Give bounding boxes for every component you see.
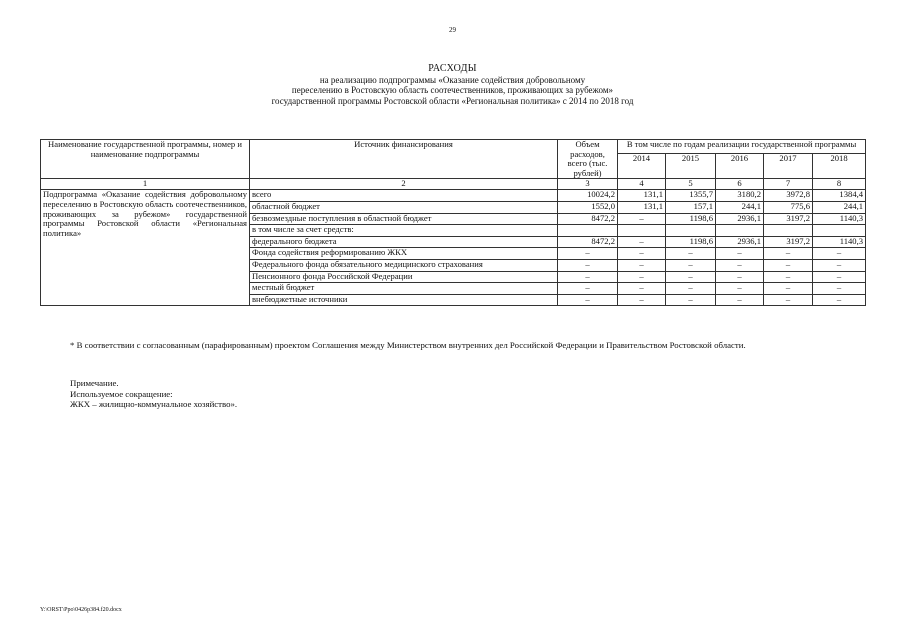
header-year: 2014 bbox=[618, 154, 666, 179]
header-year: 2018 bbox=[813, 154, 866, 179]
value-cell: 1355,7 bbox=[666, 190, 716, 202]
value-cell: – bbox=[764, 248, 813, 260]
notes-line: ЖКХ – жилищно-коммунальное хозяйство». bbox=[70, 399, 238, 409]
value-cell: – bbox=[813, 283, 866, 295]
value-cell: – bbox=[813, 248, 866, 260]
value-cell: 1384,4 bbox=[813, 190, 866, 202]
column-number: 7 bbox=[764, 179, 813, 190]
value-cell: – bbox=[813, 294, 866, 306]
page-number: 29 bbox=[449, 26, 456, 34]
subprogram-name: Подпрограмма «Оказание содействия добровольному переселению в Ростовскую область соотечественников, проживающих за рубежом» государственной программы Ростовской области «Региональная политика» bbox=[41, 190, 250, 306]
value-cell: – bbox=[558, 294, 618, 306]
column-number: 1 bbox=[41, 179, 250, 190]
heading-line: переселению в Ростовскую область соотечественников, проживающих за рубежом» bbox=[291, 85, 614, 95]
value-cell bbox=[666, 225, 716, 237]
value-cell: 8472,2 bbox=[558, 236, 618, 248]
header-year: 2016 bbox=[716, 154, 764, 179]
value-cell: – bbox=[618, 294, 666, 306]
column-number: 3 bbox=[558, 179, 618, 190]
column-number: 6 bbox=[716, 179, 764, 190]
value-cell: 244,1 bbox=[813, 201, 866, 213]
value-cell: – bbox=[813, 259, 866, 271]
value-cell: – bbox=[716, 259, 764, 271]
value-cell: 3180,2 bbox=[716, 190, 764, 202]
funding-source: безвозмездные поступления в областной бюджет bbox=[250, 213, 558, 225]
column-number: 2 bbox=[250, 179, 558, 190]
value-cell: 1552,0 bbox=[558, 201, 618, 213]
expenses-table bbox=[40, 139, 866, 306]
header-source: Источник финансирования bbox=[250, 140, 558, 179]
value-cell: 131,1 bbox=[618, 190, 666, 202]
value-cell: – bbox=[666, 259, 716, 271]
value-cell: – bbox=[666, 294, 716, 306]
heading-line: государственной программы Ростовской области «Региональная политика» с 2014 по 2018 год bbox=[271, 95, 634, 106]
value-cell: – bbox=[618, 259, 666, 271]
value-cell: – bbox=[558, 283, 618, 295]
value-cell: – bbox=[764, 283, 813, 295]
value-cell: – bbox=[558, 271, 618, 283]
header-year: 2017 bbox=[764, 154, 813, 179]
value-cell bbox=[618, 225, 666, 237]
funding-source: Пенсионного фонда Российской Федерации bbox=[250, 271, 558, 283]
value-cell: 1198,6 bbox=[666, 213, 716, 225]
table-header-row bbox=[41, 140, 866, 154]
value-cell: – bbox=[666, 283, 716, 295]
document-title: РАСХОДЫ bbox=[428, 63, 477, 74]
value-cell: 775,6 bbox=[764, 201, 813, 213]
file-path: Y:\ORST\Ppo\0426p384.f20.docx bbox=[40, 607, 122, 613]
value-cell: 131,1 bbox=[618, 201, 666, 213]
value-cell: – bbox=[764, 294, 813, 306]
value-cell: – bbox=[813, 271, 866, 283]
notes-title: Примечание. bbox=[70, 378, 119, 388]
column-number: 8 bbox=[813, 179, 866, 190]
value-cell bbox=[558, 225, 618, 237]
header-years-group: В том числе по годам реализации государственной программы bbox=[618, 140, 866, 154]
value-cell: – bbox=[558, 248, 618, 260]
value-cell: 8472,2 bbox=[558, 213, 618, 225]
header-program: Наименование государственной программы, номер и наименование подпрограммы bbox=[41, 140, 250, 179]
header-year: 2015 bbox=[666, 154, 716, 179]
column-number: 4 bbox=[618, 179, 666, 190]
value-cell: – bbox=[618, 213, 666, 225]
value-cell: – bbox=[716, 294, 764, 306]
value-cell: – bbox=[558, 259, 618, 271]
value-cell bbox=[764, 225, 813, 237]
value-cell: – bbox=[618, 283, 666, 295]
funding-source: местный бюджет bbox=[250, 283, 558, 295]
value-cell: 3197,2 bbox=[764, 236, 813, 248]
notes-block bbox=[70, 378, 237, 410]
value-cell: – bbox=[666, 248, 716, 260]
value-cell: 244,1 bbox=[716, 201, 764, 213]
value-cell: 1198,6 bbox=[666, 236, 716, 248]
value-cell: – bbox=[716, 271, 764, 283]
value-cell: 10024,2 bbox=[558, 190, 618, 202]
funding-source: Федерального фонда обязательного медицинского страхования bbox=[250, 259, 558, 271]
column-numbers-row bbox=[41, 179, 866, 190]
header-total: Объем расходов, всего (тыс. рублей) bbox=[558, 140, 618, 179]
value-cell: – bbox=[618, 236, 666, 248]
heading-line: на реализацию подпрограммы «Оказание содействия добровольному bbox=[319, 74, 586, 85]
table-row bbox=[41, 190, 866, 202]
column-number: 5 bbox=[666, 179, 716, 190]
value-cell bbox=[716, 225, 764, 237]
notes-line: Используемое сокращение: bbox=[70, 388, 173, 399]
value-cell: – bbox=[716, 248, 764, 260]
funding-source: Фонда содействия реформированию ЖКХ bbox=[250, 248, 558, 260]
value-cell: – bbox=[666, 271, 716, 283]
value-cell: 3197,2 bbox=[764, 213, 813, 225]
value-cell: – bbox=[618, 271, 666, 283]
value-cell: 1140,3 bbox=[813, 236, 866, 248]
value-cell: 2936,1 bbox=[716, 213, 764, 225]
funding-source: в том числе за счет средств: bbox=[250, 225, 558, 237]
value-cell: 3972,8 bbox=[764, 190, 813, 202]
value-cell bbox=[813, 225, 866, 237]
value-cell: – bbox=[716, 283, 764, 295]
funding-source: всего bbox=[250, 190, 558, 202]
document-heading bbox=[0, 64, 905, 106]
funding-source: федерального бюджета bbox=[250, 236, 558, 248]
value-cell: – bbox=[764, 271, 813, 283]
value-cell: 2936,1 bbox=[716, 236, 764, 248]
footnote: * В соответствии с согласованным (парафированным) проектом Соглашения между Министерством внутренних дел Российской Федерации и Правительством Ростовской области. bbox=[70, 340, 746, 350]
funding-source: внебюджетные источники bbox=[250, 294, 558, 306]
value-cell: 157,1 bbox=[666, 201, 716, 213]
value-cell: 1140,3 bbox=[813, 213, 866, 225]
funding-source: областной бюджет bbox=[250, 201, 558, 213]
value-cell: – bbox=[618, 248, 666, 260]
value-cell: – bbox=[764, 259, 813, 271]
